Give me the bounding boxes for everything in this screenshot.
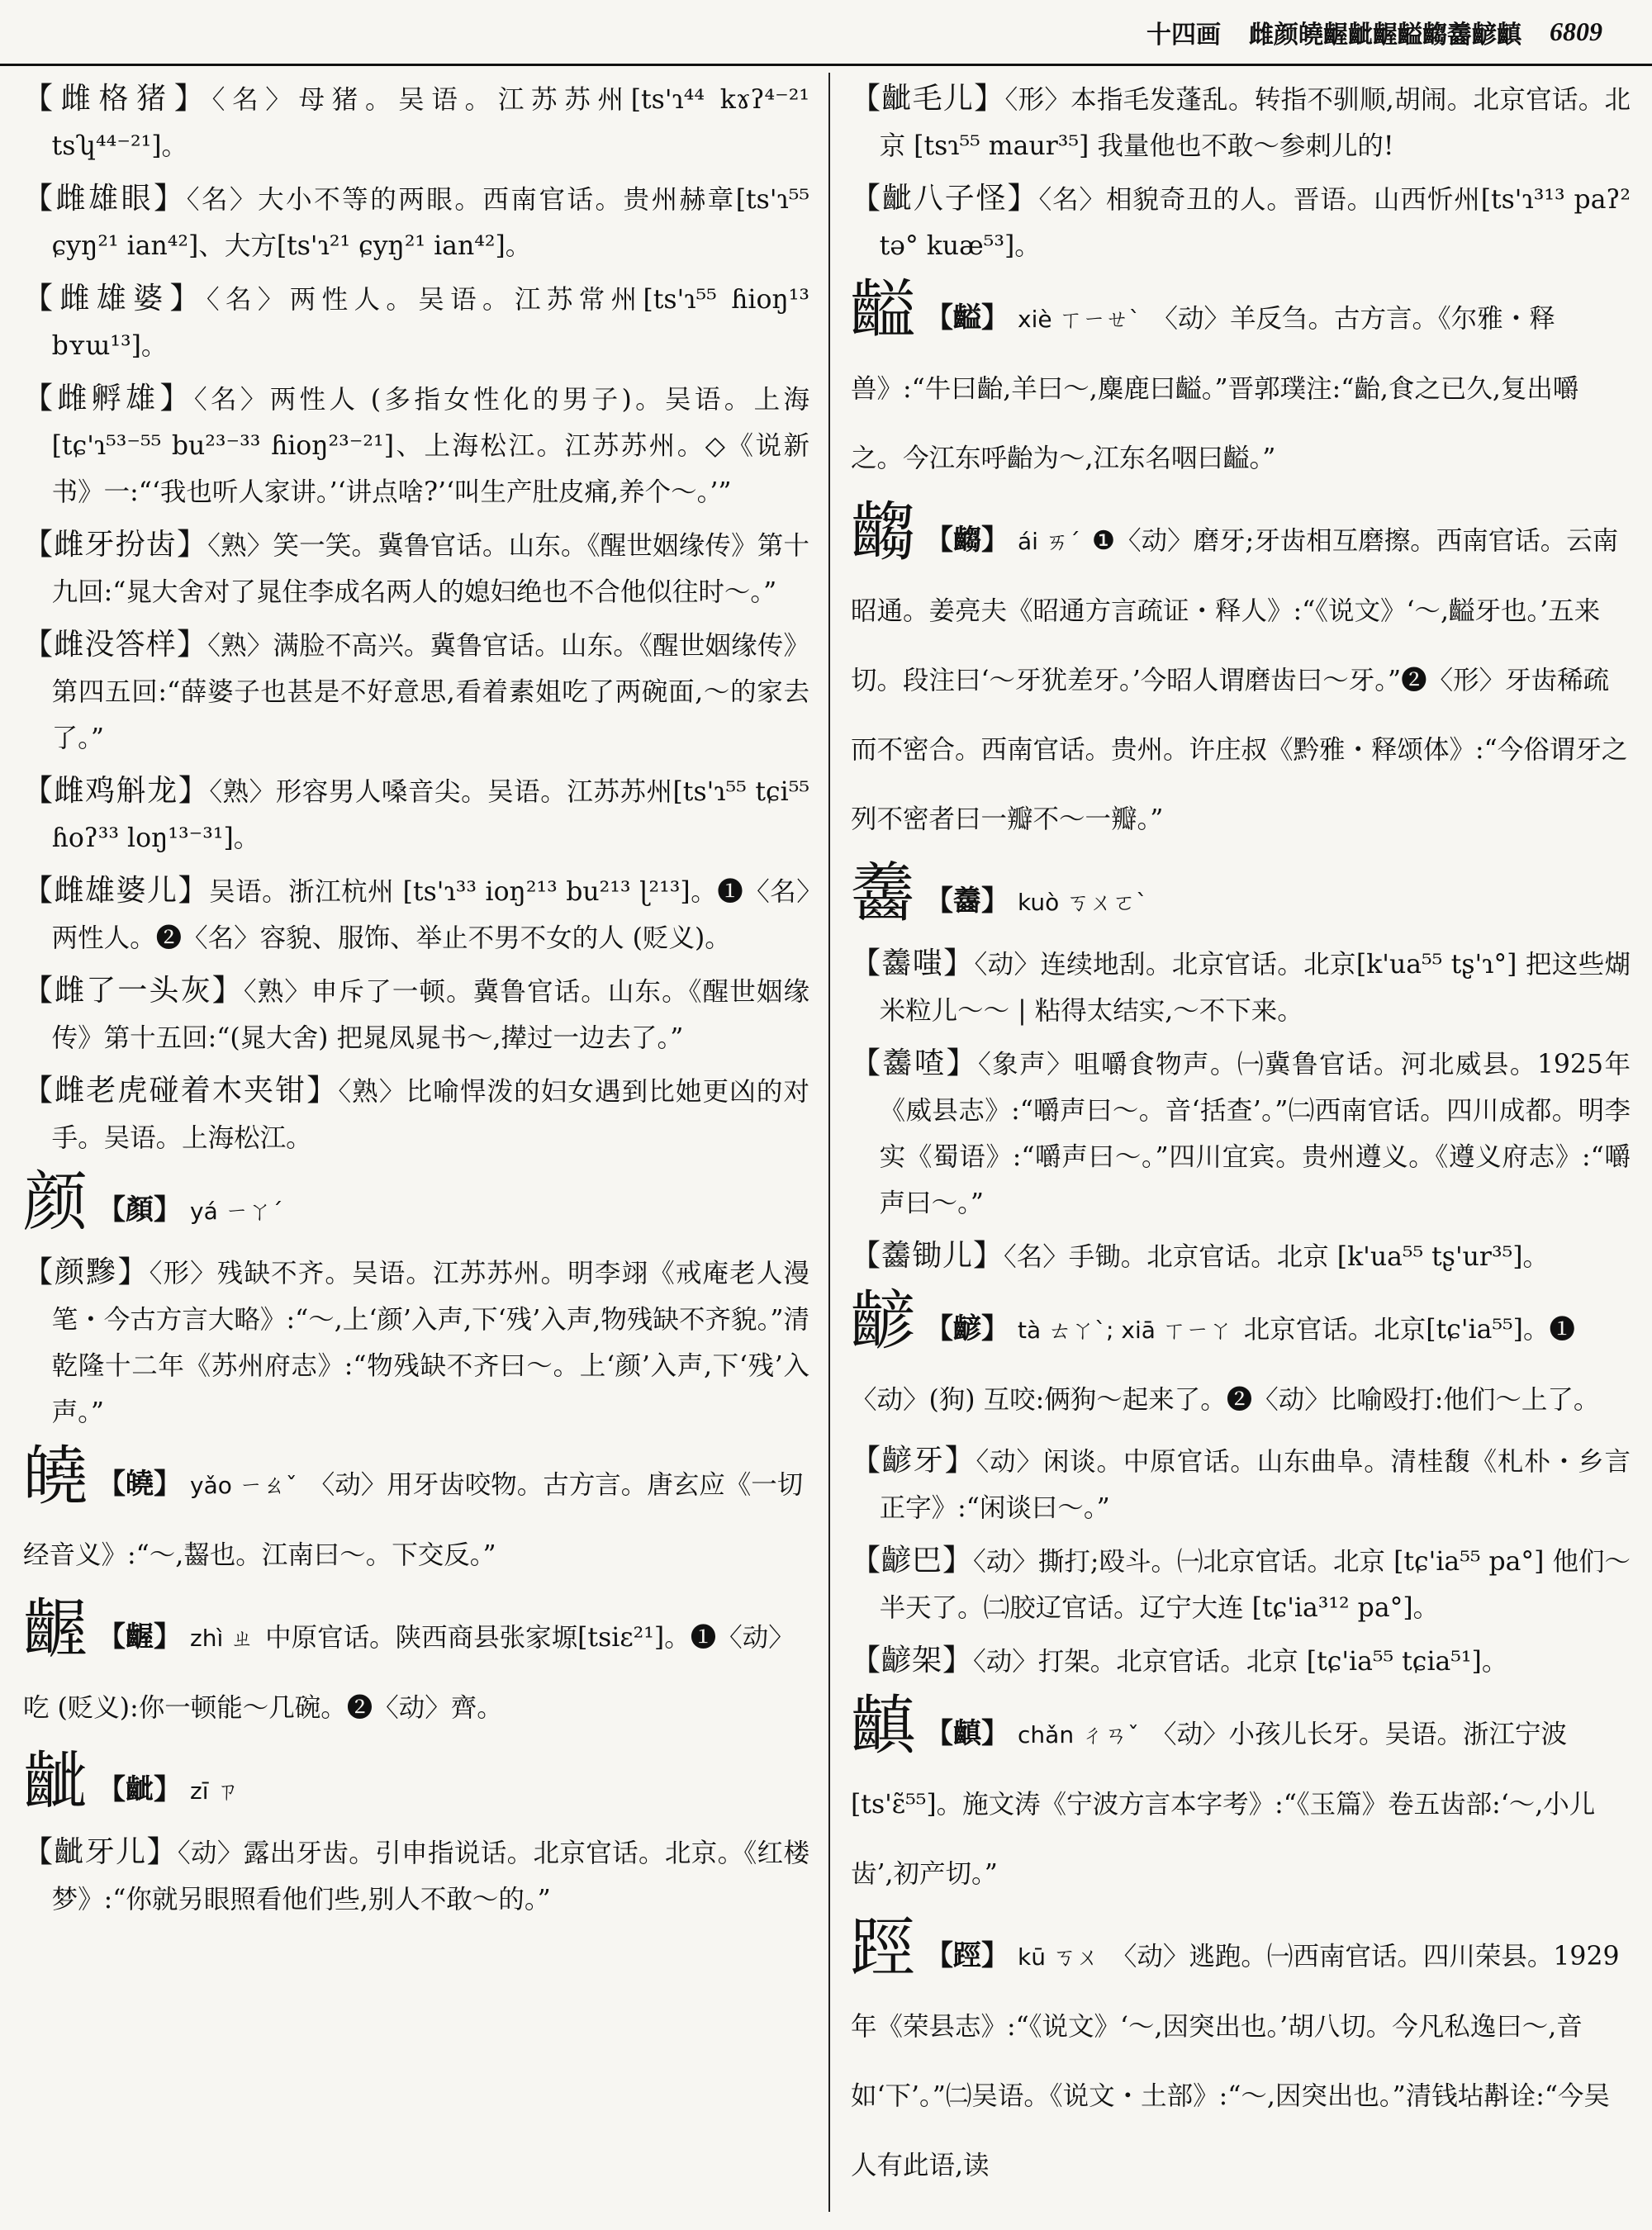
entry-headword: 【齹喳】 [851,1046,978,1080]
traditional-form: 【顏】 [97,1193,183,1226]
dictionary-entry [23,176,809,269]
entry-definition: 〈熟〉比喻悍泼的妇女遇到比她更凶的对手。吴语。上海松江。 [51,1077,809,1153]
entry-definition: 〈动〉闲谈。中原官话。山东曲阜。清桂馥《札朴・乡言正字》:“闲谈曰～。” [879,1447,1631,1523]
pinyin-reading: xiè ㄒㄧㄝˋ [1018,306,1141,333]
heading-character: 皢 [23,1440,88,1514]
entry-headword: 【雌牙扮齿】 [23,528,208,562]
entry-headword: 【雌没答样】 [23,628,208,662]
entry-headword: 【齜八子怪】 [851,182,1039,216]
heading-definition: 中原官话。陕西商县张家塬[tsiɛ²¹]。❶〈动〉吃 (贬义):你一顿能～几碗。❷〈动〉齊。 [23,1623,795,1723]
dictionary-entry [23,868,809,961]
heading-definition: 〈动〉小孩儿长牙。吴语。浙江宁波[ts'ɛ̃⁵⁵]。施文涛《宁波方言本字考》:“《玉篇》卷五齿部:‘～,小儿齿’,初产切。” [851,1720,1596,1889]
pinyin-reading: kuò ㄎㄨㄛˋ [1018,889,1148,916]
entry-definition: 〈形〉残缺不齐。吴语。江苏苏州。明李翊《戒庵老人漫笔・今古方言大略》:“～,上‘颜’入声,下‘残’入声,物残缺不齐貌。”清乾隆十二年《苏州府志》:“物残缺不齐曰～。上‘颜’入声,下‘残’入声。” [51,1259,809,1427]
pinyin-reading: zī ㄗ [190,1777,240,1805]
traditional-form: 【齹】 [925,885,1010,918]
heading-character: 颜 [23,1165,88,1240]
dictionary-entry [851,1233,1631,1280]
heading-character: 齻 [851,1689,916,1763]
dictionary-entry [851,1638,1631,1685]
heading-definition: 〈动〉羊反刍。古方言。《尔雅・释兽》:“牛曰齝,羊曰～,麋鹿曰齸。”晋郭璞注:“齝,食之已久,复出嚼之。今江东呼齝为～,江东名咽曰齸。” [851,304,1579,473]
dictionary-entry [851,76,1631,169]
entry-headword: 【雌老虎碰着木夹钳】 [23,1074,339,1108]
dictionary-entry [851,941,1631,1034]
dictionary-entry [851,176,1631,269]
pinyin-reading: yá ㄧㄚˊ [190,1198,283,1225]
entry-headword: 【齴牙】 [851,1444,976,1478]
dictionary-entry [851,1438,1631,1531]
entry-definition: 〈名〉两性人 (多指女性化的男子)。吴语。上海[tɕ'ɿ⁵³⁻⁵⁵ bu²³⁻³³ ɦioŋ²³⁻²¹]、上海松江。江苏苏州。◇《说新书》一:“‘我也听人家讲。’‘讲点啥?’‘叫生产肚皮痛,养个～。’” [51,385,809,507]
dictionary-entry [23,968,809,1061]
heading-definition: 北京官话。北京[tɕ'ia⁵⁵]。❶〈动〉(狗) 互咬:俩狗～起来了。❷〈动〉比喻殴打:他们～上了。 [851,1315,1600,1415]
pinyin-reading: kū ㄎㄨ [1018,1943,1099,1971]
character-heading [23,1745,809,1826]
dictionary-entry [851,1041,1631,1226]
entry-definition: 〈熟〉申斥了一顿。冀鲁官话。山东。《醒世姻缘传》第十五回:“(晁大舍) 把晁凤晁书～,撵过一边去了。” [51,977,809,1053]
dictionary-entry [23,376,809,515]
entry-headword: 【雌格猪】 [23,82,212,116]
entry-definition: 〈象声〉咀嚼食物声。㈠冀鲁官话。河北威县。1925年《威县志》:“嚼声曰～。音‘括查’。”㈡西南官话。四川成都。明李实《蜀语》:“嚼声曰～。”四川宜宾。贵州遵义。《遵义府志》:“嚼声曰～。” [879,1050,1631,1218]
traditional-form: 【齻】 [925,1717,1010,1750]
heading-character: 齴 [851,1284,916,1359]
dictionary-entry [23,522,809,615]
character-heading [851,1284,1631,1435]
entry-headword: 【雌了一头灰】 [23,974,244,1008]
entry-headword: 【雌雄婆儿】 [23,874,210,908]
entry-definition: 〈动〉撕打;殴斗。㈠北京官话。北京 [tɕ'ia⁵⁵ pa°] 他们～半天了。㈡胶辽官话。辽宁大连 [tɕ'ia³¹² pa°]。 [879,1547,1631,1623]
entry-headword: 【雌雄婆】 [23,282,206,316]
heading-character: 齹 [851,856,916,931]
dictionary-entry [23,76,809,169]
character-heading [851,273,1631,493]
dictionary-entry [23,1829,809,1923]
entry-headword: 【雌鸡斛龙】 [23,774,210,808]
entry-definition: 〈名〉两性人。吴语。江苏常州[ts'ɿ⁵⁵ ɦioŋ¹³ bʏɯ¹³]。 [51,285,809,361]
heading-character: 齺 [851,496,916,570]
character-heading [851,1691,1631,1909]
entry-definition: 〈动〉连续地刮。北京官话。北京[k'ua⁵⁵ tʂ'ɿ°] 把这些煳米粒儿～～ | 粘得太结实,～不下来。 [879,950,1631,1026]
entry-headword: 【齜牙儿】 [23,1835,178,1869]
dictionary-entry [23,622,809,762]
right-column [851,76,1631,2220]
traditional-form: 【齴】 [925,1312,1010,1345]
heading-definition: ❶〈动〉磨牙;牙齿相互磨擦。西南官话。云南昭通。姜亮夫《昭通方言疏证・释人》:“《说文》‘～,齸牙也。’五来切。段注曰‘～牙犹差牙。’今昭人谓磨齿曰～牙。”❷〈形〉牙齿稀疏而不密合。西南官话。贵州。许庄叔《黔雅・释颂体》:“今俗谓牙之列不密者曰一瓣不～一瓣。” [851,526,1628,834]
dictionary-entry [23,1068,809,1161]
heading-character: 齷 [23,1592,88,1667]
heading-character: 齜 [23,1745,88,1820]
entry-headword: 【齜毛儿】 [851,82,1005,116]
heading-definition: 〈动〉逃跑。㈠西南官话。四川荣县。1929年《荣县志》:“《说文》‘～,因突出也。’胡八切。今凡私逸曰～,音如‘下’。”㈡吴语。《说文・土部》:“～,因突出也。”清钱坫斠诠:“今吴人有此语,读 [851,1942,1620,2180]
traditional-form: 【齺】 [925,524,1010,557]
pinyin-reading: yǎo ㄧㄠˇ [190,1472,297,1499]
entry-definition: 〈名〉相貌奇丑的人。晋语。山西忻州[ts'ɿ³¹³ paʔ² tə° kuæ⁵³]。 [879,185,1631,261]
entry-definition: 〈动〉露出牙齿。引申指说话。北京官话。北京。《红楼梦》:“你就另眼照看他们些,别人不敢～的。” [51,1839,809,1914]
character-heading [23,1442,809,1590]
pinyin-reading: tà ㄊㄚˋ; xiā ㄒㄧㄚ [1018,1317,1232,1344]
dictionary-entry [23,1250,809,1435]
entry-definition: 〈形〉本指毛发蓬乱。转指不驯顺,胡闹。北京官话。北京 [tsɿ⁵⁵ maur³⁵] 我量他也不敢～参刺儿的! [879,85,1631,161]
entry-headword: 【齹嗤】 [851,947,975,980]
character-heading [23,1592,809,1743]
entry-definition: 〈名〉母猪。吴语。江苏苏州[ts'ɿ⁴⁴ kɤʔ⁴⁻²¹ tsʮ⁴⁴⁻²¹]。 [51,85,809,161]
traditional-form: 【齷】 [97,1620,183,1654]
pinyin-reading: ái ㄞˊ [1018,528,1080,555]
entry-definition: 〈熟〉满脸不高兴。冀鲁官话。山东。《醒世姻缘传》第四五回:“薛婆子也甚是不好意思,看着素姐吃了两碗面,～的家去了。” [51,631,809,753]
entry-headword: 【雌孵雄】 [23,382,194,415]
entry-definition: 〈名〉手锄。北京官话。北京 [k'ua⁵⁵ tʂ'ur³⁵]。 [1004,1242,1550,1272]
entry-definition: 〈动〉打架。北京官话。北京 [tɕ'ia⁵⁵ tɕia⁵¹]。 [973,1647,1508,1677]
heading-character: 齸 [851,273,916,348]
entry-definition: 〈名〉大小不等的两眼。西南官话。贵州赫章[ts'ɿ⁵⁵ ɕyŋ²¹ ian⁴²]、大方[ts'ɿ²¹ ɕyŋ²¹ ian⁴²]。 [51,185,809,261]
dictionary-entry [851,1538,1631,1631]
entry-definition: 〈熟〉笑一笑。冀鲁官话。山东。《醒世姻缘传》第十九回:“晁大舍对了晁住李成名两人的媳妇绝也不合他似往时～。” [51,531,809,607]
dictionary-entry [23,768,809,861]
character-heading [23,1165,809,1246]
entry-definition: 吴语。浙江杭州 [ts'ɿ³³ ioŋ²¹³ bu²¹³ ɭ²¹³]。❶〈名〉两性人。❷〈名〉容貌、服饰、举止不男不女的人 (贬义)。 [51,877,809,953]
pinyin-reading: zhì ㄓ [190,1625,254,1652]
pinyin-reading: chǎn ㄔㄢˇ [1018,1721,1139,1748]
entry-headword: 【雌雄眼】 [23,182,187,216]
section-label: 十四画 [1146,20,1221,50]
page-number: 6809 [1550,17,1602,46]
dictionary-entry [23,276,809,369]
traditional-form: 【齜】 [97,1773,183,1806]
entry-headword: 【齹锄儿】 [851,1239,1004,1273]
character-heading [851,498,1631,854]
entry-headword: 【颜黲】 [23,1255,150,1289]
character-heading [851,1911,1631,2200]
left-column [23,76,809,2220]
header-characters: 雌颜皢齷齜齷齸齺齹齴齻 [1249,20,1521,50]
traditional-form: 【齸】 [925,301,1010,334]
entry-definition: 〈熟〉形容男人嗓音尖。吴语。江苏苏州[ts'ɿ⁵⁵ tɕi⁵⁵ ɦoʔ³³ loŋ¹³⁻³¹]。 [51,777,809,853]
entry-headword: 【齴架】 [851,1644,974,1677]
column-divider [828,73,830,2212]
traditional-form: 【皢】 [97,1468,183,1501]
heading-definition: 〈动〉用牙齿咬物。古方言。唐玄应《一切经音义》:“～,齧也。江南曰～。下交反。” [23,1470,804,1570]
page-header [0,0,1652,66]
character-heading [851,856,1631,937]
heading-character: 踁 [851,1911,916,1986]
traditional-form: 【踁】 [925,1939,1010,1972]
entry-headword: 【齴巴】 [851,1544,974,1578]
